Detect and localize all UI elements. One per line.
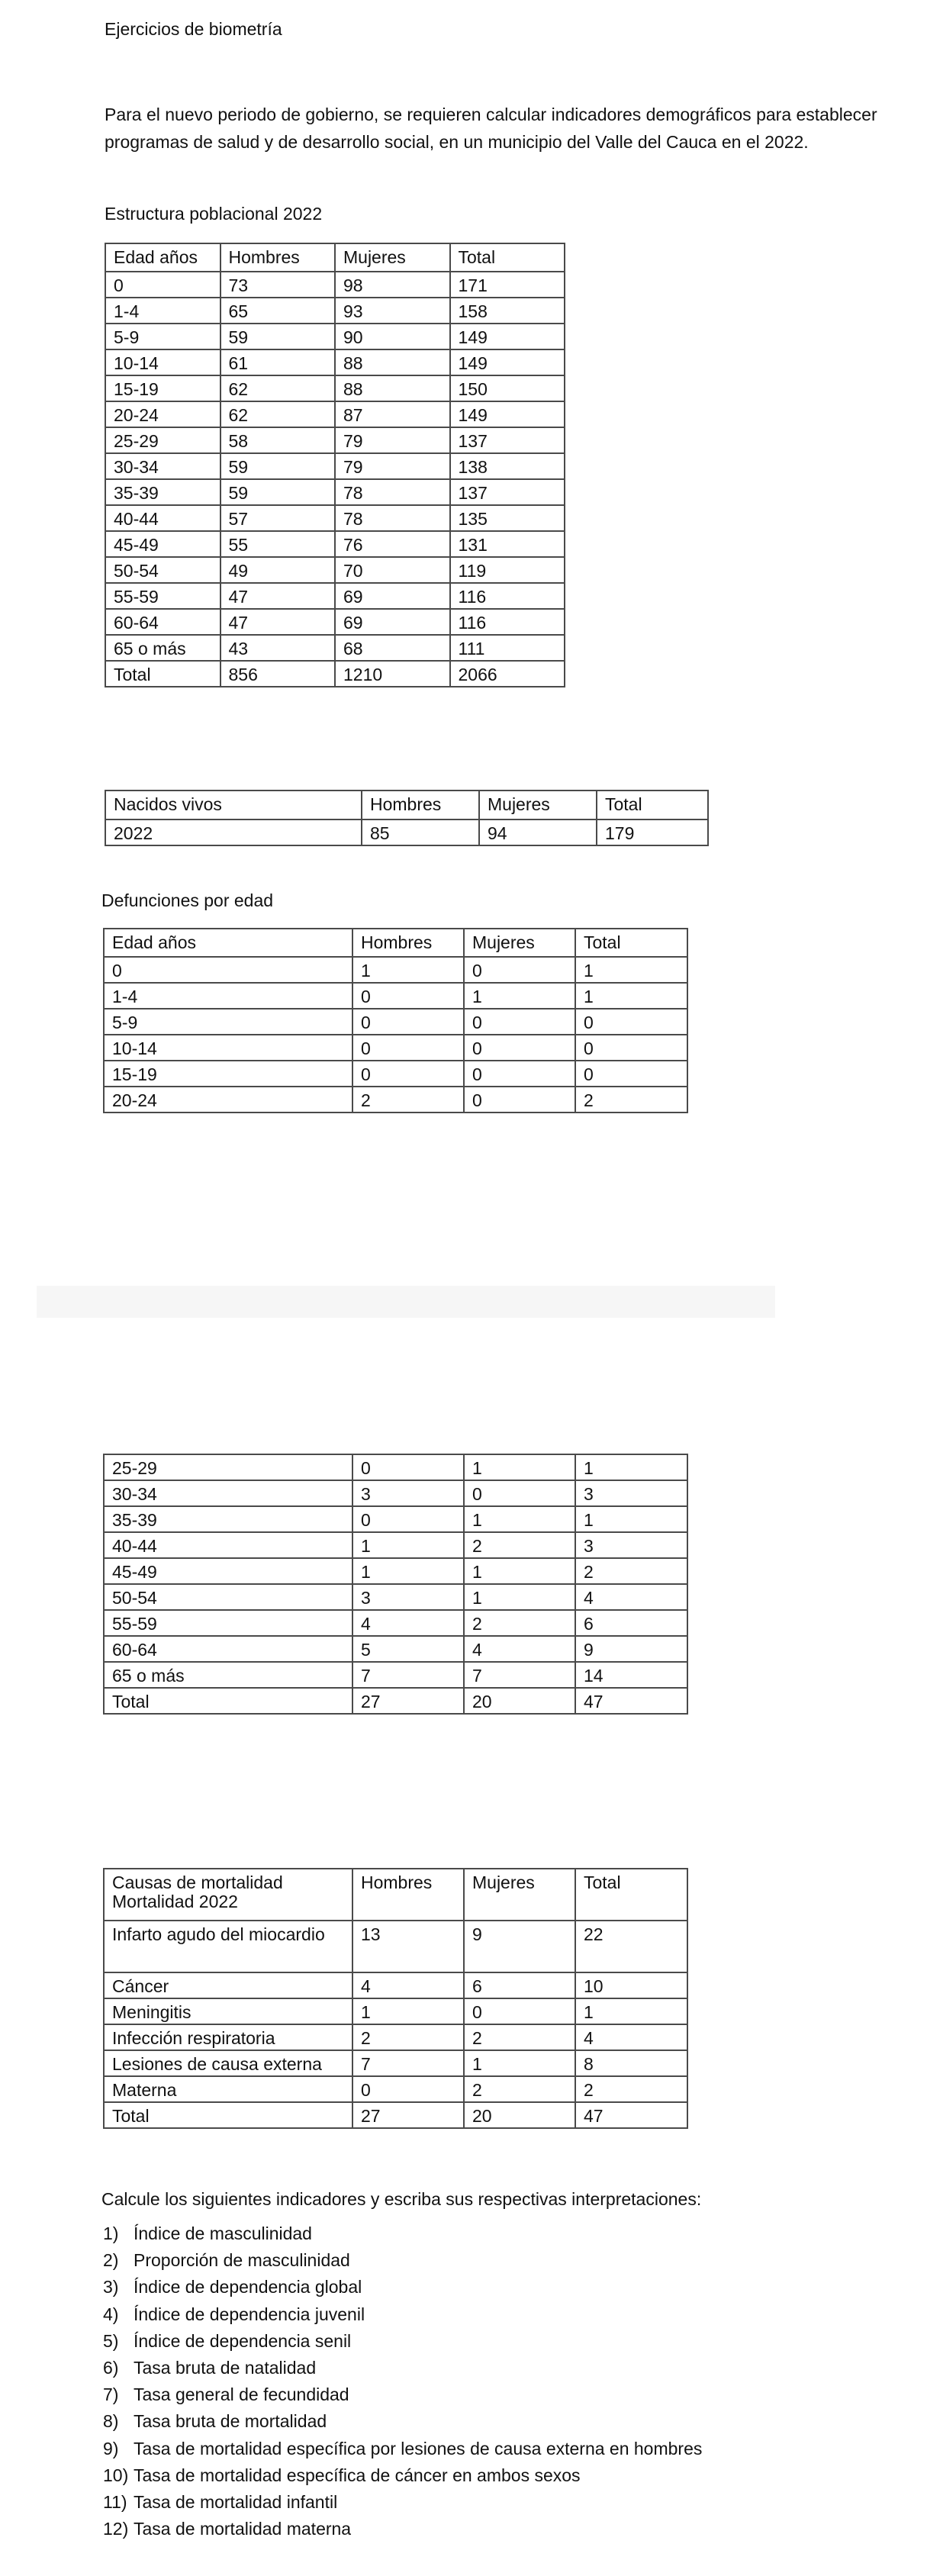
defunciones-table-part2 xyxy=(103,1454,688,1715)
table-cell: 45-49 xyxy=(105,531,220,557)
table-cell: 13 xyxy=(352,1921,464,1972)
table-cell: 98 xyxy=(335,272,450,298)
table-row xyxy=(105,375,565,401)
table-row xyxy=(104,2102,687,2128)
table-cell: 1 xyxy=(575,1506,687,1532)
table-cell: 60-64 xyxy=(105,609,220,635)
table-row xyxy=(105,349,565,375)
table-cell: 78 xyxy=(335,505,450,531)
table-row xyxy=(104,2024,687,2050)
table-header-cell: Mujeres xyxy=(464,1869,575,1921)
table-cell: 5-9 xyxy=(105,324,220,349)
table-header-cell: Mujeres xyxy=(479,791,597,819)
task-list xyxy=(103,2220,703,2542)
table-cell: Total xyxy=(104,1688,352,1714)
table-row xyxy=(104,1636,687,1662)
table-row xyxy=(104,1506,687,1532)
list-item-number: 2) xyxy=(103,2250,119,2271)
table-row xyxy=(105,272,565,298)
table-cell: 2022 xyxy=(105,819,362,845)
table-header-row xyxy=(104,1869,687,1921)
table-row xyxy=(105,531,565,557)
table-cell: 47 xyxy=(575,1688,687,1714)
table-cell: 15-19 xyxy=(104,1061,352,1087)
table-cell: 0 xyxy=(352,1035,464,1061)
table-cell: 1 xyxy=(464,1584,575,1610)
list-item xyxy=(103,2436,703,2462)
table-cell: 856 xyxy=(220,661,336,687)
table-cell: 15-19 xyxy=(105,375,220,401)
table-cell: 2 xyxy=(464,2076,575,2102)
table-cell: 1 xyxy=(575,957,687,983)
list-item xyxy=(103,2328,702,2355)
table-cell: 3 xyxy=(575,1480,687,1506)
table-cell: 68 xyxy=(335,635,450,661)
table-cell: 0 xyxy=(464,1998,575,2024)
table-cell: 25-29 xyxy=(105,427,220,453)
table-cell: 65 o más xyxy=(104,1662,352,1688)
table-cell: 35-39 xyxy=(104,1506,352,1532)
table-cell: 20 xyxy=(464,2102,575,2128)
list-item-text: Índice de dependencia juvenil xyxy=(134,2304,365,2324)
table-cell: 76 xyxy=(335,531,450,557)
list-item-text: Tasa bruta de natalidad xyxy=(134,2358,317,2378)
table-cell: 2 xyxy=(575,2076,687,2102)
table-header-cell: Hombres xyxy=(352,1869,464,1921)
table-cell: 22 xyxy=(575,1921,687,1972)
table-row xyxy=(105,479,565,505)
intro-paragraph: Para el nuevo periodo de gobierno, se requieren calcular indicadores demográficos para establecer programas de salud y de desarrollo social, en un municipio del Valle del Cauca en el 2022. xyxy=(105,105,877,152)
list-item-text: Índice de dependencia senil xyxy=(134,2330,352,2351)
table-row xyxy=(104,1584,687,1610)
table-cell: 137 xyxy=(450,427,565,453)
table-header-cell: Causas de mortalidad Mortalidad 2022 xyxy=(104,1869,352,1921)
table-header-cell: Edad años xyxy=(104,929,352,957)
list-item xyxy=(103,2381,702,2408)
table-cell: 69 xyxy=(335,609,450,635)
list-item-text: Tasa general de fecundidad xyxy=(134,2384,349,2405)
table-cell: 135 xyxy=(450,505,565,531)
table-row xyxy=(105,427,565,453)
table-header-cell: Total xyxy=(597,791,708,819)
table-row xyxy=(105,819,708,845)
causas-table xyxy=(103,1868,688,2129)
list-item-text: Índice de dependencia global xyxy=(134,2277,362,2297)
list-item xyxy=(103,2516,702,2542)
table-cell: 116 xyxy=(450,609,565,635)
table-cell: 9 xyxy=(575,1636,687,1662)
list-item-number: 7) xyxy=(103,2384,119,2405)
list-item-number: 3) xyxy=(103,2277,119,2297)
table-row xyxy=(104,1087,687,1113)
table-cell: 0 xyxy=(575,1009,687,1035)
list-item-text: Proporción de masculinidad xyxy=(134,2250,350,2271)
list-item xyxy=(103,2274,702,2301)
table-cell: 35-39 xyxy=(105,479,220,505)
table-row xyxy=(104,1558,687,1584)
table-cell: 4 xyxy=(352,1972,464,1998)
table-cell: 65 xyxy=(220,298,336,324)
table-cell: 20-24 xyxy=(105,401,220,427)
table-cell: 0 xyxy=(352,1061,464,1087)
table-cell: 9 xyxy=(464,1921,575,1972)
table-header-cell: Hombres xyxy=(220,243,336,272)
table-row xyxy=(104,1921,687,1972)
table-cell: 0 xyxy=(352,1454,464,1480)
table-cell: 50-54 xyxy=(105,557,220,583)
table-cell: 4 xyxy=(352,1610,464,1636)
list-item-number: 12) xyxy=(103,2519,129,2539)
list-item-text: Tasa de mortalidad materna xyxy=(134,2519,352,2539)
table-row xyxy=(105,401,565,427)
table-header-cell: Total xyxy=(575,1869,687,1921)
table-cell: 0 xyxy=(352,2076,464,2102)
table-header-cell: Hombres xyxy=(362,791,479,819)
table-cell: 10-14 xyxy=(105,349,220,375)
table-cell: 47 xyxy=(220,609,336,635)
table-cell: 40-44 xyxy=(105,505,220,531)
table-cell: 94 xyxy=(479,819,597,845)
list-item-number: 10) xyxy=(103,2465,129,2485)
table-cell: 0 xyxy=(464,1087,575,1113)
table-cell: 10-14 xyxy=(104,1035,352,1061)
table-cell: 2 xyxy=(352,1087,464,1113)
table-cell: 55-59 xyxy=(105,583,220,609)
table-cell: 73 xyxy=(220,272,336,298)
list-item-text: Índice de masculinidad xyxy=(134,2223,312,2243)
table-header-cell: Mujeres xyxy=(464,929,575,957)
table-header-cell: Nacidos vivos xyxy=(105,791,362,819)
poblacion-caption: Estructura poblacional 2022 xyxy=(105,204,323,224)
table-cell: Infarto agudo del miocardio xyxy=(104,1921,352,1972)
table-cell: 171 xyxy=(450,272,565,298)
table-cell: 70 xyxy=(335,557,450,583)
table-cell: 27 xyxy=(352,2102,464,2128)
table-cell: 1 xyxy=(464,1558,575,1584)
table-cell: 1 xyxy=(464,1454,575,1480)
table-header-cell: Total xyxy=(450,243,565,272)
table-cell: 43 xyxy=(220,635,336,661)
table-cell: 4 xyxy=(575,1584,687,1610)
table-row xyxy=(105,557,565,583)
table-row xyxy=(104,1009,687,1035)
list-item-number: 9) xyxy=(103,2438,119,2458)
page-title: Ejercicios de biometría xyxy=(105,19,282,39)
table-cell: Total xyxy=(105,661,220,687)
table-cell: 30-34 xyxy=(105,453,220,479)
table-cell: 0 xyxy=(464,957,575,983)
table-cell: 1 xyxy=(352,1532,464,1558)
table-header-cell: Mujeres xyxy=(335,243,450,272)
table-cell: 4 xyxy=(575,2024,687,2050)
list-item xyxy=(103,2408,702,2435)
table-cell: Cáncer xyxy=(104,1972,352,1998)
table-cell: 116 xyxy=(450,583,565,609)
list-item-number: 11) xyxy=(103,2492,127,2513)
table-cell: 2 xyxy=(464,1610,575,1636)
table-cell: 20-24 xyxy=(104,1087,352,1113)
table-cell: 88 xyxy=(335,349,450,375)
table-cell: 1-4 xyxy=(104,983,352,1009)
table-cell: 1 xyxy=(352,1998,464,2024)
table-cell: 0 xyxy=(352,1506,464,1532)
table-row xyxy=(105,324,565,349)
list-item-number: 4) xyxy=(103,2304,119,2324)
table-row xyxy=(105,661,565,687)
table-cell: 1 xyxy=(352,1558,464,1584)
table-cell: 20 xyxy=(464,1688,575,1714)
table-row xyxy=(104,2076,687,2102)
table-cell: 3 xyxy=(352,1584,464,1610)
list-item-text: Tasa bruta de mortalidad xyxy=(134,2411,327,2432)
table-row xyxy=(104,1610,687,1636)
table-cell: 6 xyxy=(575,1610,687,1636)
table-cell: 131 xyxy=(450,531,565,557)
table-cell: 59 xyxy=(220,324,336,349)
table-cell: 40-44 xyxy=(104,1532,352,1558)
table-cell: 1 xyxy=(352,957,464,983)
table-cell: 158 xyxy=(450,298,565,324)
table-cell: 0 xyxy=(464,1009,575,1035)
table-cell: 25-29 xyxy=(104,1454,352,1480)
table-cell: Infección respiratoria xyxy=(104,2024,352,2050)
table-cell: 79 xyxy=(335,427,450,453)
table-cell: 61 xyxy=(220,349,336,375)
table-cell: 0 xyxy=(105,272,220,298)
table-row xyxy=(104,1972,687,1998)
table-cell: 1 xyxy=(575,983,687,1009)
defunciones-caption: Defunciones por edad xyxy=(101,890,274,910)
table-cell: 3 xyxy=(575,1532,687,1558)
list-item xyxy=(103,2220,702,2247)
table-cell: 137 xyxy=(450,479,565,505)
table-cell: Materna xyxy=(104,2076,352,2102)
table-cell: 4 xyxy=(464,1636,575,1662)
table-cell: 10 xyxy=(575,1972,687,1998)
table-row xyxy=(104,1662,687,1688)
poblacion-table xyxy=(105,243,565,687)
table-row xyxy=(104,2050,687,2076)
table-cell: 7 xyxy=(464,1662,575,1688)
table-cell: 149 xyxy=(450,401,565,427)
table-cell: 3 xyxy=(352,1480,464,1506)
table-cell: 149 xyxy=(450,349,565,375)
table-cell: 0 xyxy=(575,1061,687,1087)
list-item-text: Tasa de mortalidad específica por lesiones de causa externa en hombres xyxy=(134,2438,703,2458)
list-item xyxy=(103,2489,702,2516)
table-cell: 27 xyxy=(352,1688,464,1714)
table-cell: 57 xyxy=(220,505,336,531)
table-row xyxy=(104,1688,687,1714)
table-row xyxy=(105,298,565,324)
table-header-row xyxy=(104,929,687,957)
table-cell: 62 xyxy=(220,375,336,401)
table-cell: 138 xyxy=(450,453,565,479)
table-cell: 7 xyxy=(352,2050,464,2076)
table-cell: 111 xyxy=(450,635,565,661)
table-header-cell: Total xyxy=(575,929,687,957)
table-cell: 1 xyxy=(575,1998,687,2024)
table-row xyxy=(105,505,565,531)
table-cell: 85 xyxy=(362,819,479,845)
table-cell: Meningitis xyxy=(104,1998,352,2024)
table-cell: 50-54 xyxy=(104,1584,352,1610)
table-cell: 0 xyxy=(104,957,352,983)
table-cell: 60-64 xyxy=(104,1636,352,1662)
table-cell: Lesiones de causa externa xyxy=(104,2050,352,2076)
table-cell: 1 xyxy=(464,983,575,1009)
table-cell: 1-4 xyxy=(105,298,220,324)
table-cell: 55 xyxy=(220,531,336,557)
table-row xyxy=(104,1532,687,1558)
table-cell: 45-49 xyxy=(104,1558,352,1584)
table-cell: 62 xyxy=(220,401,336,427)
table-cell: 1 xyxy=(464,2050,575,2076)
list-item xyxy=(103,2355,702,2381)
table-cell: 0 xyxy=(575,1035,687,1061)
table-cell: 0 xyxy=(464,1061,575,1087)
table-cell: 5 xyxy=(352,1636,464,1662)
table-header-cell: Hombres xyxy=(352,929,464,957)
table-row xyxy=(104,1480,687,1506)
table-cell: 88 xyxy=(335,375,450,401)
table-cell: 7 xyxy=(352,1662,464,1688)
table-cell: 0 xyxy=(464,1035,575,1061)
table-cell: 79 xyxy=(335,453,450,479)
table-cell: 2 xyxy=(464,2024,575,2050)
table-cell: 179 xyxy=(597,819,708,845)
table-cell: 90 xyxy=(335,324,450,349)
table-cell: 0 xyxy=(464,1480,575,1506)
table-row xyxy=(105,583,565,609)
list-item-text: Tasa de mortalidad infantil xyxy=(134,2492,338,2513)
table-cell: 2066 xyxy=(450,661,565,687)
table-cell: 69 xyxy=(335,583,450,609)
table-cell: 14 xyxy=(575,1662,687,1688)
table-cell: 87 xyxy=(335,401,450,427)
instruction-text: Calcule los siguientes indicadores y escriba sus respectivas interpretaciones: xyxy=(101,2189,702,2209)
list-item xyxy=(103,2301,702,2328)
table-cell: 78 xyxy=(335,479,450,505)
table-cell: 2 xyxy=(575,1087,687,1113)
table-cell: 47 xyxy=(220,583,336,609)
defunciones-table-part1 xyxy=(103,928,688,1113)
table-cell: 30-34 xyxy=(104,1480,352,1506)
nacidos-table xyxy=(105,790,709,846)
table-row xyxy=(104,1998,687,2024)
table-cell: 149 xyxy=(450,324,565,349)
table-row xyxy=(104,983,687,1009)
table-row xyxy=(104,1061,687,1087)
table-cell: 58 xyxy=(220,427,336,453)
list-item-text: Tasa de mortalidad específica de cáncer en ambos sexos xyxy=(134,2465,581,2485)
table-cell: 6 xyxy=(464,1972,575,1998)
table-header-row xyxy=(105,243,565,272)
table-cell: 1 xyxy=(464,1506,575,1532)
table-cell: 0 xyxy=(352,983,464,1009)
page-break xyxy=(37,1286,775,1318)
table-cell: 0 xyxy=(352,1009,464,1035)
table-cell: 2 xyxy=(464,1532,575,1558)
table-cell: 1 xyxy=(575,1454,687,1480)
table-cell: 1210 xyxy=(335,661,450,687)
list-item xyxy=(103,2462,702,2489)
table-cell: 55-59 xyxy=(104,1610,352,1636)
table-cell: 8 xyxy=(575,2050,687,2076)
table-cell: 59 xyxy=(220,479,336,505)
table-cell: 119 xyxy=(450,557,565,583)
table-header-cell: Edad años xyxy=(105,243,220,272)
table-row xyxy=(105,635,565,661)
table-cell: 93 xyxy=(335,298,450,324)
table-cell: 2 xyxy=(352,2024,464,2050)
list-item xyxy=(103,2247,702,2274)
table-cell: 5-9 xyxy=(104,1009,352,1035)
list-item-number: 5) xyxy=(103,2330,119,2351)
list-item-number: 1) xyxy=(103,2223,119,2243)
table-row xyxy=(104,1454,687,1480)
list-item-number: 8) xyxy=(103,2411,119,2432)
table-row xyxy=(104,1035,687,1061)
table-cell: 65 o más xyxy=(105,635,220,661)
table-row xyxy=(105,609,565,635)
list-item-number: 6) xyxy=(103,2358,119,2378)
table-cell: Total xyxy=(104,2102,352,2128)
table-cell: 150 xyxy=(450,375,565,401)
table-row xyxy=(104,957,687,983)
table-cell: 49 xyxy=(220,557,336,583)
table-cell: 47 xyxy=(575,2102,687,2128)
table-cell: 2 xyxy=(575,1558,687,1584)
table-header-row xyxy=(105,791,708,819)
table-cell: 59 xyxy=(220,453,336,479)
table-row xyxy=(105,453,565,479)
